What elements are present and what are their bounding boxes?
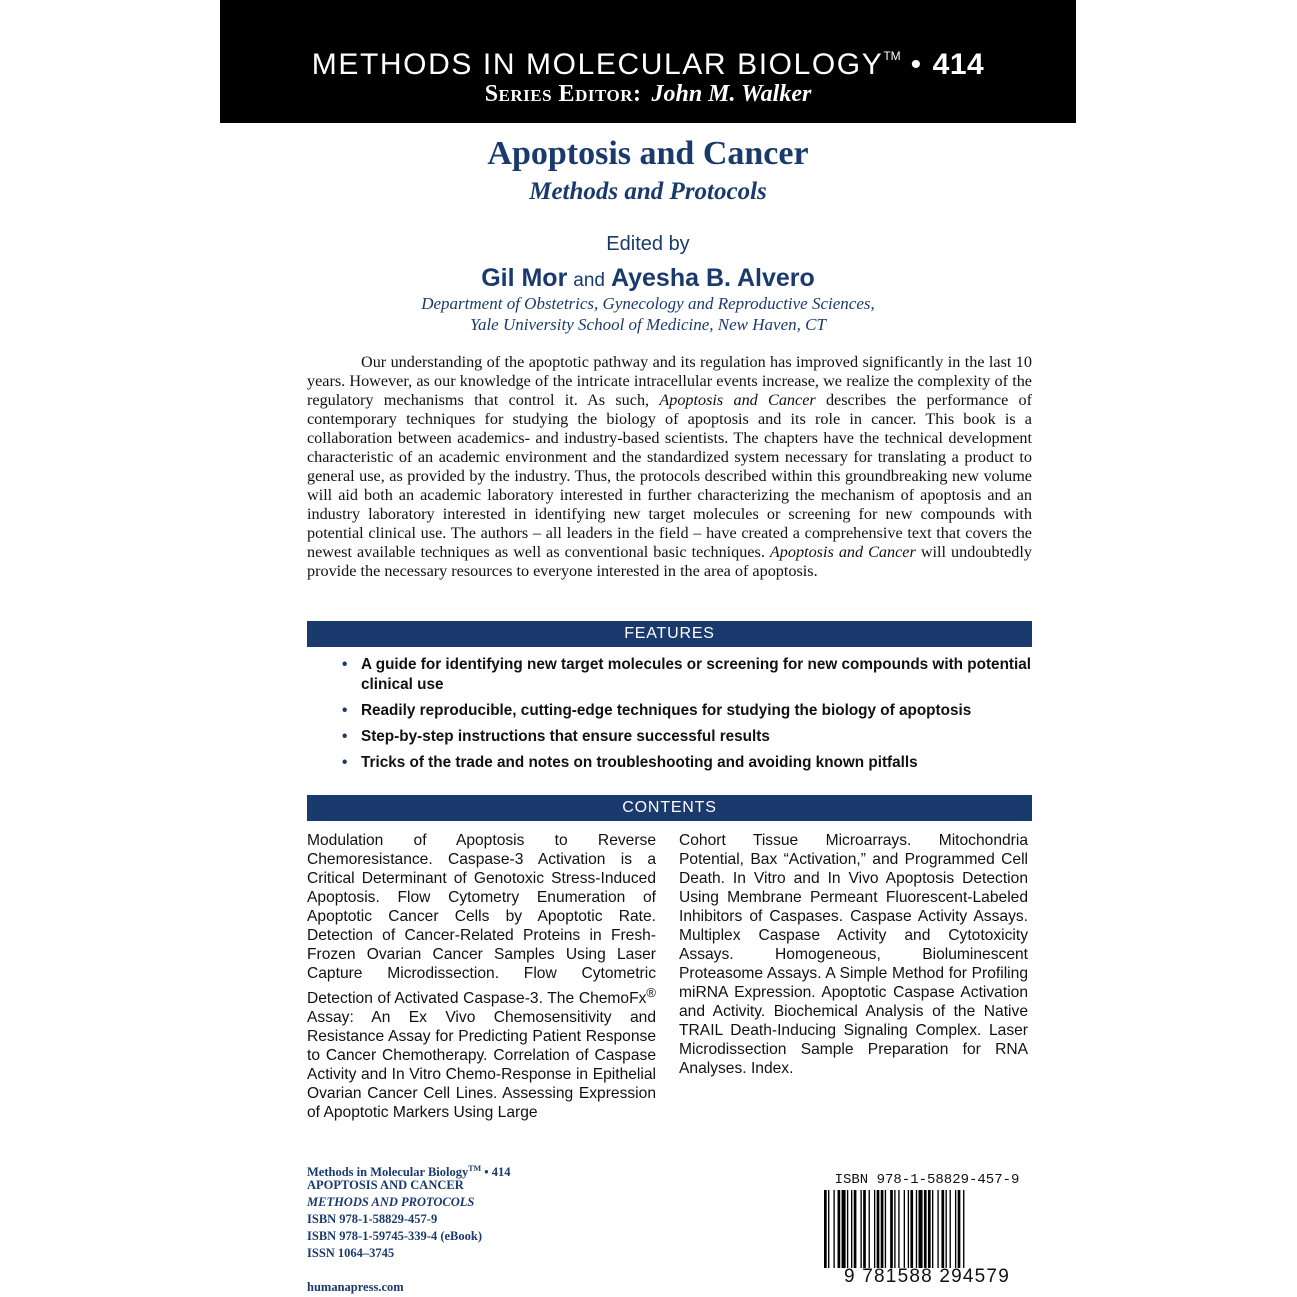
edited-by-label: Edited by	[606, 233, 690, 255]
bullet-icon: •	[342, 656, 348, 673]
bullet-icon: •	[342, 728, 348, 745]
series-title-line	[220, 38, 1076, 83]
feature-text: Tricks of the trade and notes on troubleshooting and avoiding known pitfalls	[361, 754, 918, 771]
features-list	[342, 655, 1032, 779]
editor-2: Ayesha B. Alvero	[611, 264, 815, 292]
registered-mark: ®	[646, 985, 656, 1000]
contents-heading: CONTENTS	[307, 795, 1032, 821]
biblio-isbn-print: ISBN 978-1-58829-457-9	[307, 1212, 438, 1226]
barcode-digits: 9 781588 294579	[844, 1266, 1010, 1287]
book-subtitle: Methods and Protocols	[529, 178, 767, 205]
feature-text: A guide for identifying new target molecules or screening for new compounds with potential clinical use	[361, 656, 1032, 693]
series-separator: •	[910, 48, 923, 81]
biblio-isbn-ebook: ISBN 978-1-59745-339-4 (eBook)	[307, 1229, 482, 1243]
description-part-2: describes the performance of contemporary techniques for studying the biology of apoptosis and its role in cancer. This book is a collaboration between academics- and industry-based scientists. The chapters have the technical development characteristic of an academic environment and the standardized system necessary for translating a product to general use, as provided by the industry. Thus, the protocols described within this groundbreaking new volume will aid both an academic laboratory interested in further characterizing the mechanism of apoptosis and an industry laboratory interested in identifying new target molecules or screening for new compounds with potential clinical use. The authors – all leaders in the field – have created a comprehensive text that covers the newest available techniques as well as conventional basic techniques.	[307, 391, 1033, 561]
biblio-subtitle: METHODS AND PROTOCOLS	[307, 1195, 475, 1209]
biblio-trademark: TM	[468, 1164, 482, 1173]
contents-column-2: Cohort Tissue Microarrays. Mitochondria Potential, Bax “Activation,” and Programmed Cell Death. In Vitro and In Vivo Apoptosis Detection Using Membrane Permeant Fluorescent-Labeled Inhibitors of Caspases. Caspase Activity Assays. Multiplex Caspase Activity and Cytotoxicity Assays. Homogeneous, Bioluminescent Proteasome Assays. A Simple Method for Profiling miRNA Expression. Apoptotic Caspase Activation and Activity. Biochemical Analysis of the Native TRAIL Death-Inducing Signaling Complex. Laser Microdissection Sample Preparation for RNA Analyses. Index.	[679, 832, 1028, 1077]
barcode-isbn-label: ISBN 978-1-58829-457-9	[834, 1172, 1020, 1188]
bullet-icon: •	[342, 754, 348, 771]
bibliographic-info	[307, 1160, 511, 1296]
book-back-cover	[220, 0, 1076, 1297]
biblio-title: APOPTOSIS AND CANCER	[307, 1178, 464, 1192]
affiliation-line-1: Department of Obstetrics, Gynecology and Reproductive Sciences,	[421, 294, 875, 313]
editor-1: Gil Mor	[481, 264, 568, 292]
series-volume: 414	[932, 48, 985, 81]
series-editor-line	[220, 78, 1076, 110]
description-part-1: Our understanding of the apoptotic pathway and its regulation has improved significantly in the last 10 years. However, as our knowledge of the intricate intracellular events increase, we realize the complexity of the regulatory mechanisms that control it. As such,	[307, 353, 1032, 409]
biblio-series-line	[307, 1160, 511, 1177]
description-italic-2: Apoptosis and Cancer	[769, 543, 916, 561]
feature-item	[342, 701, 1032, 721]
bullet-icon: •	[342, 702, 348, 719]
biblio-volume: • 414	[481, 1165, 511, 1179]
affiliation-line-2: Yale University School of Medicine, New Haven, CT	[470, 315, 826, 334]
description-part-3: will undoubtedly provide the necessary resources to everyone interested in the area of apoptosis.	[307, 543, 1032, 580]
editors-and: and	[573, 270, 605, 291]
series-editor-name: John M. Walker	[651, 81, 812, 107]
book-description	[307, 353, 1032, 581]
series-name: METHODS IN MOLECULAR BIOLOGY	[311, 48, 884, 81]
feature-item	[342, 655, 1032, 695]
contents-column-1	[307, 831, 656, 1122]
features-heading: FEATURES	[307, 621, 1032, 647]
contents-col1-part-2: Assay: An Ex Vivo Chemosensitivity and Resistance Assay for Predicting Patient Response to Cancer Chemotherapy. Correlation of Caspase Activity and In Vitro Chemo-Response in Epithelial Ovarian Cancer Cell Lines. Assessing Expression of Apoptotic Markers Using Large	[307, 1009, 656, 1122]
biblio-issn: ISSN 1064–3745	[307, 1246, 395, 1260]
series-trademark: TM	[883, 49, 901, 63]
series-header-band	[220, 0, 1076, 123]
contents-col1-part-1: Modulation of Apoptosis to Reverse Chemoresistance. Caspase-3 Activation is a Critical Determinant of Genotoxic Stress-Induced Apoptosis. Flow Cytometry Enumeration of Apoptotic Cancer Cells by Apoptotic Rate. Detection of Cancer-Related Proteins in Fresh-Frozen Ovarian Cancer Samples Using Laser Capture Microdissection. Flow Cytometric Detection of Activated Caspase-3. The ChemoFx	[307, 832, 656, 1008]
feature-text: Step-by-step instructions that ensure successful results	[361, 728, 770, 745]
book-title: Apoptosis and Cancer	[487, 135, 809, 172]
book-editors	[220, 262, 1076, 297]
feature-item	[342, 727, 1032, 747]
series-editor-label: Series Editor:	[484, 81, 642, 107]
biblio-series: Methods in Molecular Biology	[307, 1165, 469, 1179]
feature-item	[342, 753, 1032, 773]
description-italic-1: Apoptosis and Cancer	[659, 391, 816, 409]
barcode-icon	[820, 1190, 1034, 1268]
feature-text: Readily reproducible, cutting-edge techniques for studying the biology of apoptosis	[361, 702, 972, 719]
publisher-website-link[interactable]: humanapress.com	[307, 1280, 404, 1294]
